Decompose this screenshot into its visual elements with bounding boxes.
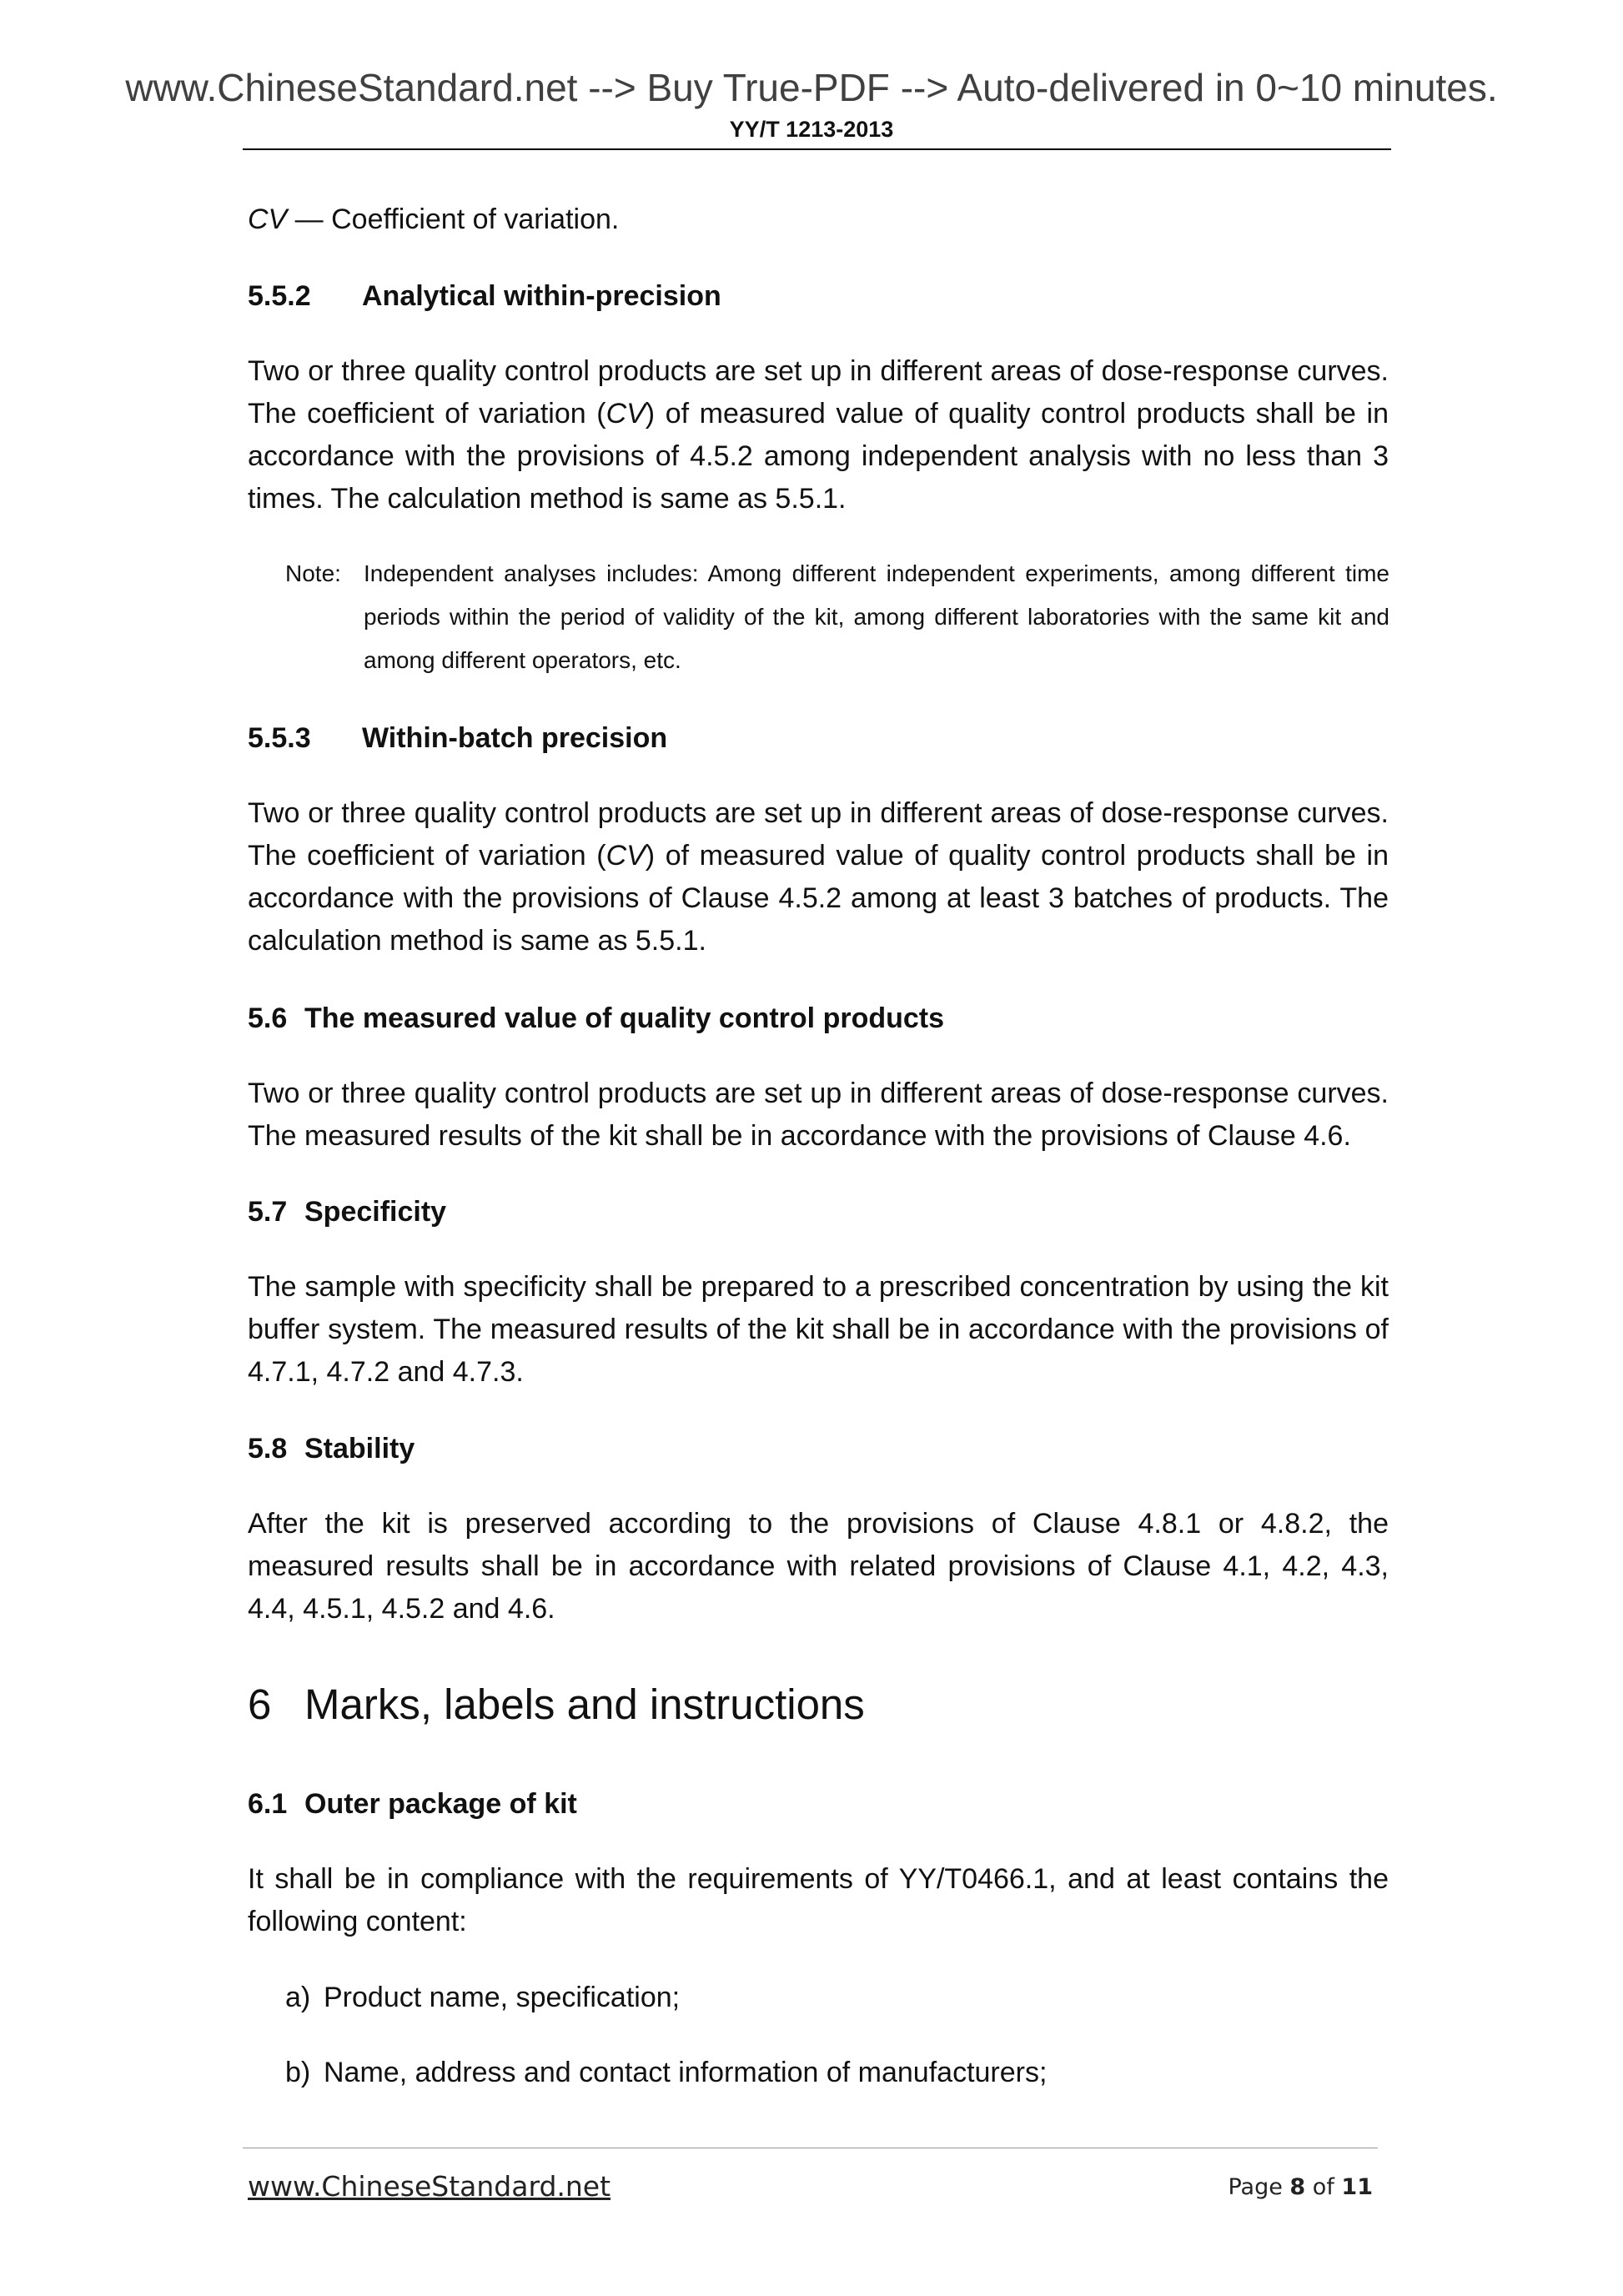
section-title: Specificity [304, 1196, 447, 1228]
section-number: 5.6 [248, 1002, 288, 1034]
cv-definition-text: — Coefficient of variation. [287, 203, 620, 235]
cv-definition [248, 198, 1389, 241]
cv-symbol: CV [605, 840, 646, 872]
section-title: Within-batch precision [362, 722, 668, 754]
cv-symbol: CV [605, 398, 646, 430]
section-5-7-heading [248, 1191, 446, 1233]
footer-site-link[interactable]: www.ChineseStandard.net [248, 2170, 611, 2203]
section-5-5-3-heading [248, 717, 667, 760]
chapter-6-heading [248, 1680, 865, 1730]
page-current: 8 [1289, 2174, 1306, 2200]
standard-code: YY/T 1213-2013 [729, 117, 894, 142]
section-5-5-3-paragraph [248, 792, 1389, 962]
page-total: 11 [1341, 2174, 1373, 2200]
section-number: 5.5.2 [248, 280, 311, 312]
section-5-7-paragraph: The sample with specificity shall be prepared to a prescribed concentration by using the kit buffer system. The measured results of the kit shall be in accordance with the provisions of 4.7.1, 4.7.2 and 4.7.3. [248, 1271, 1389, 1388]
section-5-6-heading [248, 997, 944, 1040]
paragraph-text: Two or three quality control products are set up in different areas of dose-response curves. The coefficient of variation ( [248, 355, 1389, 430]
section-5-5-2-heading [248, 275, 721, 318]
page-of: of [1305, 2174, 1342, 2200]
section-number: 5.5.3 [248, 722, 311, 754]
note-label: Note: [285, 560, 341, 586]
section-number: 5.7 [248, 1196, 288, 1228]
page-prefix: Page [1228, 2174, 1290, 2200]
cv-symbol: CV [248, 203, 288, 235]
paragraph-text: Two or three quality control products are set up in different areas of dose-response curves. The coefficient of variation ( [248, 797, 1389, 872]
chapter-number: 6 [248, 1681, 272, 1728]
section-6-1-paragraph: It shall be in compliance with the requirements of YY/T0466.1, and at least contains the following content: [248, 1863, 1389, 1937]
section-5-8-heading [248, 1428, 415, 1470]
section-number: 5.8 [248, 1433, 288, 1465]
section-6-1-heading [248, 1783, 577, 1826]
section-number: 6.1 [248, 1788, 288, 1820]
page-number [1228, 2174, 1373, 2200]
list-item [285, 1977, 680, 2019]
paragraph-text: ) of measured value of quality control products shall be in accordance with the provisions of Clause 4.5.2 among at least 3 batches of products. The calculation method is same as 5.5.1. [248, 840, 1389, 957]
list-item-text: Name, address and contact information of manufacturers; [324, 2057, 1048, 2088]
section-5-5-2-paragraph [248, 350, 1389, 520]
section-title: Analytical within-precision [362, 280, 721, 312]
note-text: Independent analyses includes: Among different independent experiments, among different time periods within the period of validity of the kit, among different laboratories with the same kit and among different operators, etc. [364, 560, 1389, 673]
note-block [285, 552, 1389, 682]
site-banner[interactable]: www.ChineseStandard.net --> Buy True-PDF --> Auto-delivered in 0~10 minutes. [125, 66, 1498, 109]
header-rule [243, 148, 1391, 150]
section-title: Outer package of kit [304, 1788, 577, 1820]
section-title: Stability [304, 1433, 415, 1465]
list-item [285, 2052, 1047, 2094]
chapter-title: Marks, labels and instructions [304, 1681, 865, 1728]
list-item-label: a) [285, 1982, 311, 2013]
section-5-8-paragraph: After the kit is preserved according to the provisions of Clause 4.8.1 or 4.8.2, the measured results shall be in accordance with related provisions of Clause 4.1, 4.2, 4.3, 4.4, 4.5.1, 4.5.2 and 4.6. [248, 1508, 1389, 1625]
list-item-text: Product name, specification; [324, 1982, 681, 2013]
list-item-label: b) [285, 2057, 311, 2088]
section-title: The measured value of quality control products [304, 1002, 945, 1034]
section-5-6-paragraph: Two or three quality control products are set up in different areas of dose-response curves. The measured results of the kit shall be in accordance with the provisions of Clause 4.6. [248, 1078, 1389, 1152]
paragraph-text: ) of measured value of quality control products shall be in accordance with the provisions of 4.5.2 among independent analysis with no less than 3 times. The calculation method is same as 5.5.1. [248, 398, 1389, 515]
